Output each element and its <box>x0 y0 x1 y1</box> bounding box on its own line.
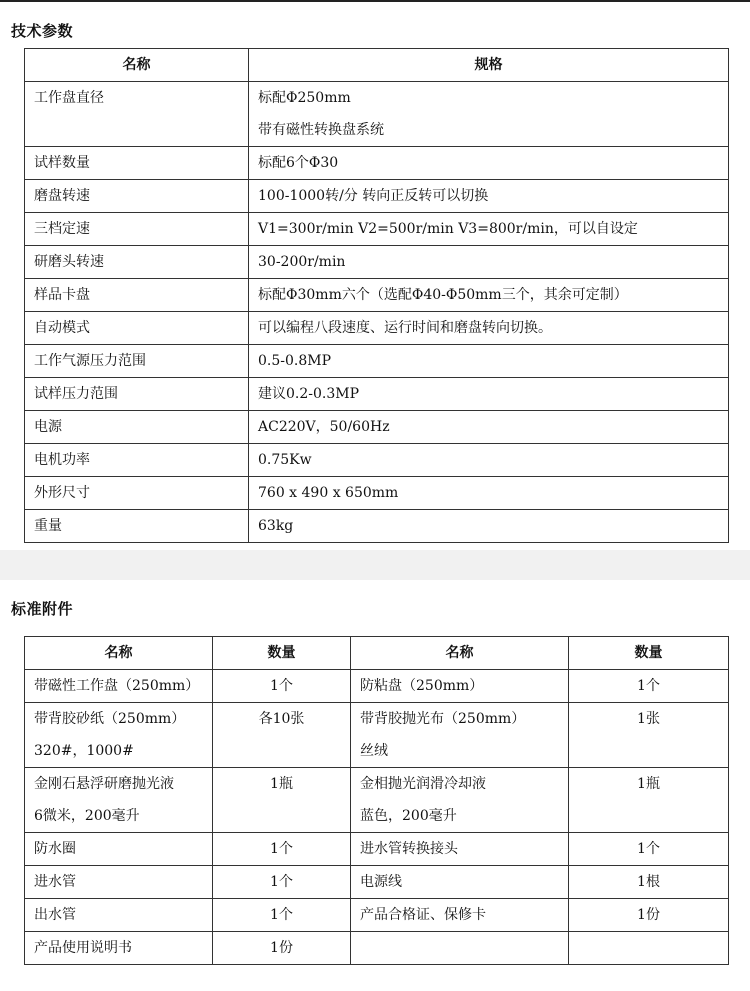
spec-value-cell-line: AC220V，50/60Hz <box>258 419 390 435</box>
spec-value-cell <box>249 411 729 444</box>
spec-name-cell: 三档定速 <box>25 213 249 246</box>
spec-row <box>25 477 729 510</box>
accessory-name-cell-2 <box>351 833 569 866</box>
accessory-qty-cell-1: 1个 <box>213 670 351 703</box>
spec-row <box>25 411 729 444</box>
accessory-name-cell-2 <box>351 932 569 965</box>
spec-value-cell <box>249 312 729 345</box>
spec-value-cell-line: 0.75Kw <box>258 452 312 468</box>
accessory-qty-cell-2 <box>569 932 729 965</box>
accessory-header-name-2: 名称 <box>351 637 569 670</box>
accessory-name-cell-1 <box>25 703 213 768</box>
spec-name-cell: 工作气源压力范围 <box>25 345 249 378</box>
accessory-name-cell-2-line: 产品合格证、保修卡 <box>360 907 486 923</box>
accessory-name-cell-1 <box>25 932 213 965</box>
accessory-section-title: 标准附件 <box>11 600 74 618</box>
accessory-header-row <box>25 637 729 670</box>
spec-row <box>25 345 729 378</box>
accessory-row <box>25 670 729 703</box>
spec-row <box>25 378 729 411</box>
accessory-qty-cell-1: 各10张 <box>213 703 351 768</box>
accessory-row <box>25 833 729 866</box>
accessory-row <box>25 932 729 965</box>
spec-value-cell <box>249 82 729 147</box>
spec-value-cell-line: 0.5-0.8MP <box>258 353 332 369</box>
spec-name-cell: 样品卡盘 <box>25 279 249 312</box>
spec-row <box>25 510 729 543</box>
spec-value-cell <box>249 378 729 411</box>
accessory-name-cell-1-line: 进水管 <box>34 874 76 890</box>
spec-name-cell: 试样压力范围 <box>25 378 249 411</box>
accessory-name-cell-1 <box>25 866 213 899</box>
spec-value-cell-line: 带有磁性转换盘系统 <box>258 122 384 138</box>
accessory-table <box>24 636 729 965</box>
spec-value-cell-line: 30-200r/min <box>258 254 346 270</box>
spec-value-cell <box>249 180 729 213</box>
spec-value-cell <box>249 345 729 378</box>
spec-row <box>25 147 729 180</box>
accessory-qty-cell-1: 1瓶 <box>213 768 351 833</box>
spec-name-cell: 磨盘转速 <box>25 180 249 213</box>
spec-name-cell: 重量 <box>25 510 249 543</box>
accessory-qty-cell-2: 1个 <box>569 833 729 866</box>
accessory-name-cell-2 <box>351 866 569 899</box>
accessory-name-cell-2 <box>351 899 569 932</box>
spec-row <box>25 312 729 345</box>
accessory-name-cell-2-line: 进水管转换接头 <box>360 841 458 857</box>
spec-table <box>24 48 729 543</box>
spec-value-cell <box>249 477 729 510</box>
accessory-name-cell-2 <box>351 768 569 833</box>
accessory-name-cell-1 <box>25 833 213 866</box>
spec-name-cell: 电源 <box>25 411 249 444</box>
accessory-name-cell-1 <box>25 899 213 932</box>
spec-name-cell: 研磨头转速 <box>25 246 249 279</box>
spec-value-cell-line: 标配Φ30mm六个（选配Φ40-Φ50mm三个，其余可定制） <box>258 287 628 303</box>
spec-value-cell <box>249 444 729 477</box>
spec-row <box>25 444 729 477</box>
accessory-name-cell-1-line: 带背胶砂纸（250mm） <box>34 711 186 727</box>
spec-header-row <box>25 49 729 82</box>
accessory-qty-cell-2: 1根 <box>569 866 729 899</box>
spec-name-cell: 自动模式 <box>25 312 249 345</box>
accessory-name-cell-2 <box>351 670 569 703</box>
accessory-row <box>25 866 729 899</box>
accessory-name-cell-2-line: 金相抛光润滑冷却液 <box>360 776 486 792</box>
spec-row <box>25 213 729 246</box>
accessory-name-cell-2 <box>351 703 569 768</box>
accessory-name-cell-1-line: 产品使用说明书 <box>34 940 132 956</box>
accessory-qty-cell-2: 1份 <box>569 899 729 932</box>
accessory-header-qty-2: 数量 <box>569 637 729 670</box>
spec-value-cell <box>249 510 729 543</box>
accessory-header-qty-1: 数量 <box>213 637 351 670</box>
accessory-name-cell-2-line: 蓝色，200毫升 <box>360 808 457 824</box>
spec-header-name: 名称 <box>25 49 249 82</box>
spec-value-cell <box>249 279 729 312</box>
spec-section-title: 技术参数 <box>11 22 74 40</box>
spec-header-spec: 规格 <box>249 49 729 82</box>
accessory-row <box>25 768 729 833</box>
spec-value-cell-line: 标配6个Φ30 <box>258 155 339 171</box>
accessory-qty-cell-1: 1个 <box>213 833 351 866</box>
accessory-name-cell-2-line: 防粘盘（250mm） <box>360 678 484 694</box>
spec-value-cell <box>249 147 729 180</box>
accessory-name-cell-1-line: 带磁性工作盘（250mm） <box>34 678 200 694</box>
spec-value-cell <box>249 246 729 279</box>
spec-value-cell-line: 标配Φ250mm <box>258 90 351 106</box>
accessory-name-cell-2-line: 电源线 <box>360 874 402 890</box>
accessory-name-cell-2-line: 带背胶抛光布（250mm） <box>360 711 526 727</box>
spec-value-cell-line: V1=300r/min V2=500r/min V3=800r/min，可以自设定 <box>258 221 638 237</box>
accessory-qty-cell-1: 1个 <box>213 899 351 932</box>
accessory-row <box>25 899 729 932</box>
spec-name-cell: 工作盘直径 <box>25 82 249 147</box>
accessory-qty-cell-2: 1个 <box>569 670 729 703</box>
spec-name-cell: 外形尺寸 <box>25 477 249 510</box>
spec-name-cell: 电机功率 <box>25 444 249 477</box>
accessory-row <box>25 703 729 768</box>
accessory-qty-cell-1: 1份 <box>213 932 351 965</box>
section-divider <box>0 550 750 580</box>
accessory-name-cell-1-line: 6微米，200毫升 <box>34 808 140 824</box>
spec-value-cell-line: 建议0.2-0.3MP <box>258 386 360 402</box>
accessory-name-cell-1 <box>25 670 213 703</box>
spec-name-cell: 试样数量 <box>25 147 249 180</box>
spec-row <box>25 180 729 213</box>
spec-row <box>25 246 729 279</box>
spec-value-cell <box>249 213 729 246</box>
accessory-name-cell-1 <box>25 768 213 833</box>
spec-value-cell-line: 63kg <box>258 518 294 534</box>
accessory-qty-cell-1: 1个 <box>213 866 351 899</box>
spec-row <box>25 279 729 312</box>
spec-value-cell-line: 100-1000转/分 转向正反转可以切换 <box>258 188 489 204</box>
accessory-qty-cell-2: 1张 <box>569 703 729 768</box>
spec-value-cell-line: 760 x 490 x 650mm <box>258 485 399 501</box>
accessory-name-cell-1-line: 金刚石悬浮研磨抛光液 <box>34 776 174 792</box>
accessory-qty-cell-2: 1瓶 <box>569 768 729 833</box>
accessory-name-cell-1-line: 320#，1000# <box>34 743 134 759</box>
accessory-name-cell-2-line: 丝绒 <box>360 743 388 759</box>
spec-value-cell-line: 可以编程八段速度、运行时间和磨盘转向切换。 <box>258 320 552 336</box>
accessory-name-cell-1-line: 出水管 <box>34 907 76 923</box>
accessory-name-cell-1-line: 防水圈 <box>34 841 76 857</box>
accessory-header-name-1: 名称 <box>25 637 213 670</box>
spec-row <box>25 82 729 147</box>
